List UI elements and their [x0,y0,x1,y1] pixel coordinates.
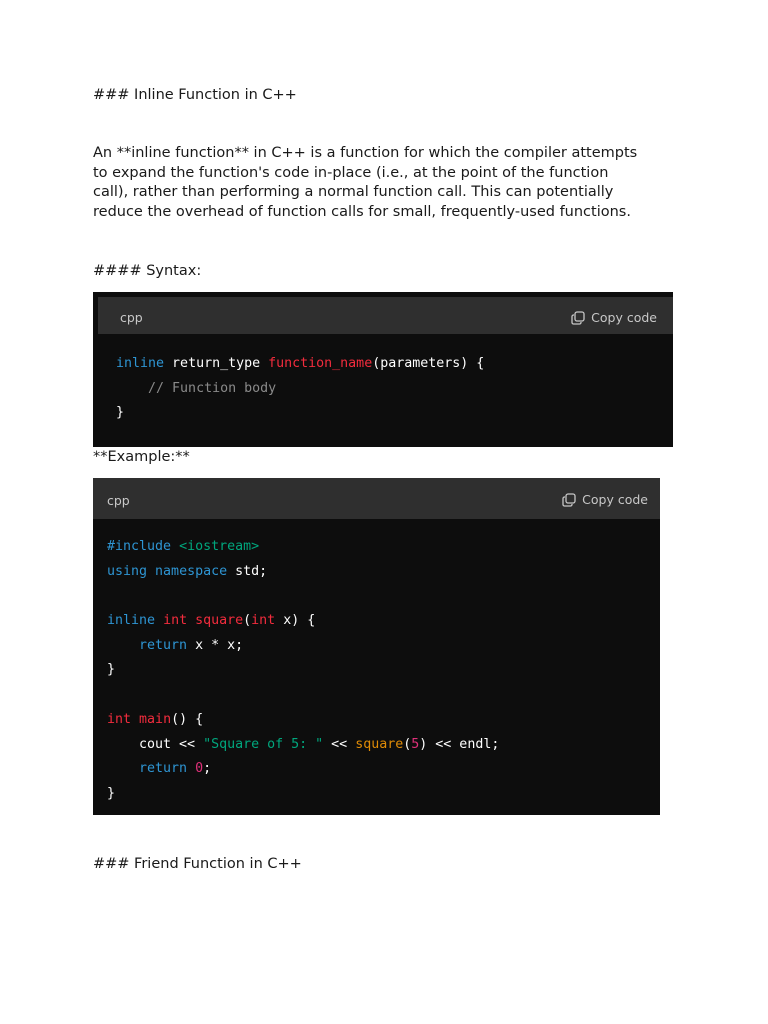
code-token [187,761,195,776]
intro-line: An **inline function** in C++ is a function for which the compiler attempts [93,145,638,161]
code-line [116,401,484,426]
code-token: ; [203,761,212,777]
code-line [107,634,499,659]
code-token: "Square of 5: " [203,736,324,752]
code-token: namespace [155,563,228,579]
code-token [155,613,163,628]
code-token: return [139,761,188,777]
syntax-code-block [93,292,673,447]
code-token: x * x; [187,637,244,653]
code-token: } [107,662,116,678]
syntax-code [116,352,484,426]
code-line [107,560,499,585]
code-line [107,708,499,733]
code-token: function_name [268,356,373,371]
code-token: int [163,613,188,629]
code-token: inline [116,356,165,371]
code-header [93,478,660,519]
code-token: () { [171,711,204,727]
example-code-block [93,478,660,815]
copy-code-button[interactable] [562,492,648,507]
code-token: (parameters) { [372,356,485,371]
code-line [107,658,499,683]
code-token: ( [243,613,252,629]
copy-code-label: Copy code [582,492,648,507]
code-header [98,297,673,334]
code-line [107,609,499,634]
code-line [107,733,499,758]
example-label: **Example:** [93,449,190,465]
code-token: x) { [275,613,316,629]
code-token [107,638,139,653]
code-token: } [116,405,125,421]
code-token: ( [403,736,412,752]
heading-friend-function: ### Friend Function in C++ [93,856,302,872]
code-token: std; [227,563,268,579]
code-token: 0 [195,761,204,777]
intro-paragraph [93,144,693,222]
code-token: #include [107,539,180,554]
code-line [107,535,499,560]
intro-line: reduce the overhead of function calls for small, frequently-used functions. [93,203,631,220]
example-code [107,535,499,807]
code-token: inline [107,613,156,629]
code-line [107,584,499,609]
copy-code-button[interactable] [571,310,657,325]
code-token: square [355,736,404,752]
code-token: return_type [164,356,269,371]
code-token: // Function body [148,380,277,396]
copy-icon [562,493,576,507]
code-token: int [251,613,276,629]
code-token: return [139,637,188,653]
code-line [107,757,499,782]
heading-syntax: #### Syntax: [93,263,202,279]
code-token: main [139,711,172,727]
code-token [107,761,139,776]
code-token: 5 [411,736,420,752]
code-line [116,377,484,402]
code-token: } [107,785,116,801]
code-token: int [107,711,132,727]
heading-inline-function: ### Inline Function in C++ [93,87,297,103]
code-token: << [323,736,356,752]
code-token: using [107,563,148,579]
intro-line: to expand the function's code in-place (i.e., at the point of the function [93,164,609,181]
code-token: ) << endl; [419,736,500,752]
code-token [116,381,148,396]
intro-line: call), rather than performing a normal function call. This can potentially [93,184,614,200]
copy-code-label: Copy code [591,310,657,325]
code-line [107,683,499,708]
copy-icon [571,311,585,325]
code-line [116,352,484,377]
code-token: square [195,613,244,629]
code-line [107,782,499,807]
code-token: cout << [107,736,204,752]
code-language-label: cpp [107,493,130,508]
code-token [147,564,155,579]
code-language-label: cpp [120,310,143,325]
code-token [187,613,195,628]
code-token [131,712,139,727]
code-token: <iostream> [179,539,260,554]
